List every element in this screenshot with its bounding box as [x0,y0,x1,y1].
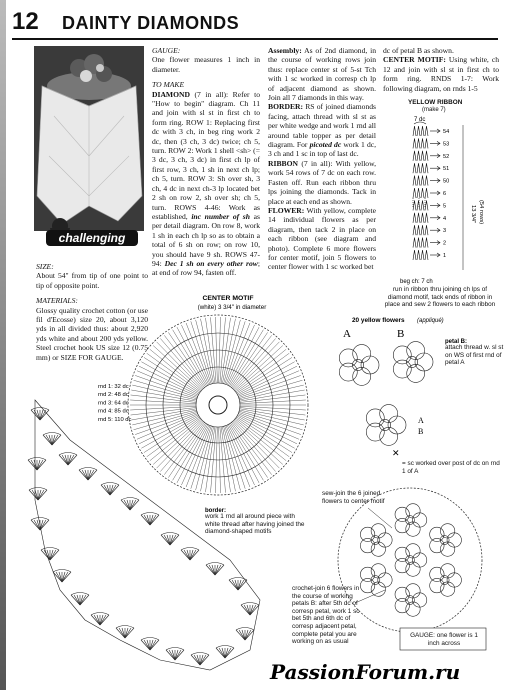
center-motif-diagram [128,295,308,495]
diamond-emphasis: inc number of sh [191,211,250,221]
ribbon-row [413,188,440,198]
col4-text: dc of petal B as shown. [383,46,454,55]
tomake-label: TO MAKE [152,80,185,90]
border-emphasis: picoted dc [309,140,342,150]
watermark: PassionForum.ru [270,660,461,684]
assembly-text: As of 2nd diamond, in the course of working rows join thus: replace center st of 5-st Tch with 1 sc worked in corresp ch lp of adjacent diamond as shown. Join all 7 diamonds in this way. [268,46,376,103]
ribbon-row [413,151,440,161]
size-text: About 54" from tip of one point to tip of opposite point. [36,271,148,290]
ribbon-row-number: 4 [443,215,447,222]
ribbon-row-number: 5 [443,203,447,210]
flower-diagrams [339,317,467,458]
ribbon-row-number: 3 [443,228,447,235]
flower-label-b2: B [418,427,424,436]
ribbon-row [413,126,440,136]
flower-text: With yellow, complete 14 individual flowers as per diagram, then tack 2 in place on each ribbon (see diagram and photo). Complete 6 more flowers for center motif, join 5 flowers to center flower with 1 sc worked bet [268,205,376,272]
diamond-emphasis-2: Dec 1 sh on every other row [164,258,258,268]
gauge-box-text: GAUGE: one flower is 1 inch across [410,632,478,647]
ribbon-row [413,250,440,260]
sew-join-note: sew-join the 6 joined flowers to center motif [322,490,385,505]
border-text-2: work 1 dc, 3 ch and 1 sc in top of last dc. [268,140,377,159]
difficulty-label: challenging [58,231,126,245]
round-legend-item: rnd 5: 110 dc [98,416,132,423]
ribbon-row-number: 53 [443,141,450,148]
flower-label-a: A [343,328,351,340]
round-legend-item: rnd 4: 85 dc [98,408,129,415]
ribbon-beg-label: beg ch: 7 ch [400,279,433,285]
center-motif-text: Using white, ch 12 and join with sl st in first ch to form ring. RNDS 1-7: Work following diagram, on rnds 1-5 [383,55,500,93]
ribbon-row [413,238,440,248]
ribbon-length-label: 13 3/4" [470,205,476,224]
petal-b-heading: petal B: [445,339,468,345]
header-rule [12,38,498,40]
page-header [12,8,490,38]
border-note-heading: border: [205,508,226,514]
crochet-join-note: crochet-join 6 flowers in the course of working petals B: after 5th dc of corresp petal, work 1 sc bet 5th and 6th dc of corresp adjacent petal, complete petal you are working on as usual [292,585,360,646]
ribbon-row [413,163,440,173]
ribbon-caption: run in ribbon thru joining ch lps of diamond motif, tack ends of ribbon in place and sew 2 flowers to each ribbon [384,286,496,309]
center-motif-heading: CENTER MOTIF: [383,55,446,65]
ribbon-row [413,213,440,223]
svg-text:✕: ✕ [392,448,400,458]
center-motif-subtitle: (white) 3 3/4" in diameter [197,304,267,311]
ribbon-row-number: 50 [443,178,450,185]
ribbon-row-number: 2 [443,240,447,247]
materials-label: MATERIALS: [36,296,78,306]
assembly-column [268,46,376,272]
yellow-ribbon-diagram [400,117,484,285]
flower-label-b: B [397,328,405,340]
flower-heading: FLOWER: [268,205,305,215]
center-motif-column [383,46,499,93]
ribbon-row-number: 54 [443,129,450,135]
round-legend-item: rnd 2: 48 dc [98,392,129,399]
ribbon-title: YELLOW RIBBON [408,99,463,106]
page-number: 12 [12,8,39,35]
diamond-instructions-column [152,46,260,278]
center-motif-title: CENTER MOTIF [202,295,254,302]
ribbon-rows-label: (54 rows) [478,200,484,225]
border-heading: BORDER: [268,102,304,112]
diamond-text-2: as per detail diagram. On row 8, work 1 sh in each ch lp so as to obtain a total of 6 sh on row; on row 10, you should have 9 sh. ROWS 47-94: [152,211,260,268]
page-title: DAINTY DIAMONDS [62,13,240,33]
ribbon-7dc-label: 7 dc [414,117,426,123]
ribbon-row-number: 51 [443,166,450,173]
scan-edge [0,0,6,690]
size-materials-column [36,262,148,362]
ribbon-subtitle: (make 7) [422,107,446,113]
rounds-legend [98,384,132,423]
flower-label-a2: A [418,416,424,425]
table-topper-photo [34,46,144,231]
flowers-title: 20 yellow flowers [352,317,405,324]
round-legend-item: rnd 3: 64 dc [98,400,129,407]
flowers-title-note: (appliqué) [417,318,444,324]
assembly-heading: Assembly: [268,46,302,55]
ribbon-row-number: 1 [443,253,447,259]
ribbon-row-number: 52 [443,153,450,160]
sc-note: = sc worked over post of dc on rnd 1 of A [402,460,500,475]
difficulty-badge [40,212,140,252]
gauge-label: GAUGE: [152,46,181,55]
ribbon-row [413,138,440,148]
diamond-heading: DIAMOND [152,89,190,99]
ribbon-row-number: 6 [443,191,447,197]
petal-b-text: attach thread w. sl st on WS of first rnd of petal A [445,344,504,367]
materials-text: Glossy quality crochet cotton (or use fil d'Ecosse) size 20, about 3,120 yds in all divided thus: about 2,920 yds white and about 200 yds yellow. Steel crochet hook US size 12 (0.75 mm) or SIZE FOR GAUGE. [36,305,148,362]
ribbon-heading: RIBBON [268,158,298,168]
diamond-text: (7 in all): Refer to "How to begin" diagram. Ch 11 and join with sl st in first ch to form ring. ROW 1: Replacing first dc with 3 ch, in beg ring work 2 dc, then (3 ch, 3 dc) twice; ch 5, turn. ROW 2: Work 1 shell <sh> (= 3 dc, 3 ch, 3 dc) in first ch lp of first row, 3 ch, 1 sh in next ch lp; ch 5, turn. ROW 3: Sh over sh, 3 ch, 4 dc in next ch-3 lp located bet 2 sh on row 2, sh over sh; ch 5, turn. ROWS 4-46: Work as established, [152,89,260,221]
size-label: SIZE: [36,262,54,271]
ribbon-row [413,200,440,210]
ribbon-row [413,225,440,235]
round-legend-item: rnd 1: 32 dc [98,384,129,390]
border-text: RS of joined diamonds facing, attach thread with sl st as per white wedge and work 1 rnd all around table topper as per detail diagram. For [268,102,376,150]
ribbon-row [413,176,440,186]
border-note-text: work 1 rnd all around piece with white thread after having joined the diamond-shaped motifs [205,513,305,536]
gauge-text: One flower measures 1 inch in diameter. [152,55,260,74]
diamond-text-3: ; at end of row 94, fasten off. [152,258,260,278]
ribbon-text: (7 in all): With yellow, work 54 rows of 7 dc on each row. Fasten off. Run each ribbon thru lps joining the diamonds. Tack in place at each end as shown. [268,158,376,206]
